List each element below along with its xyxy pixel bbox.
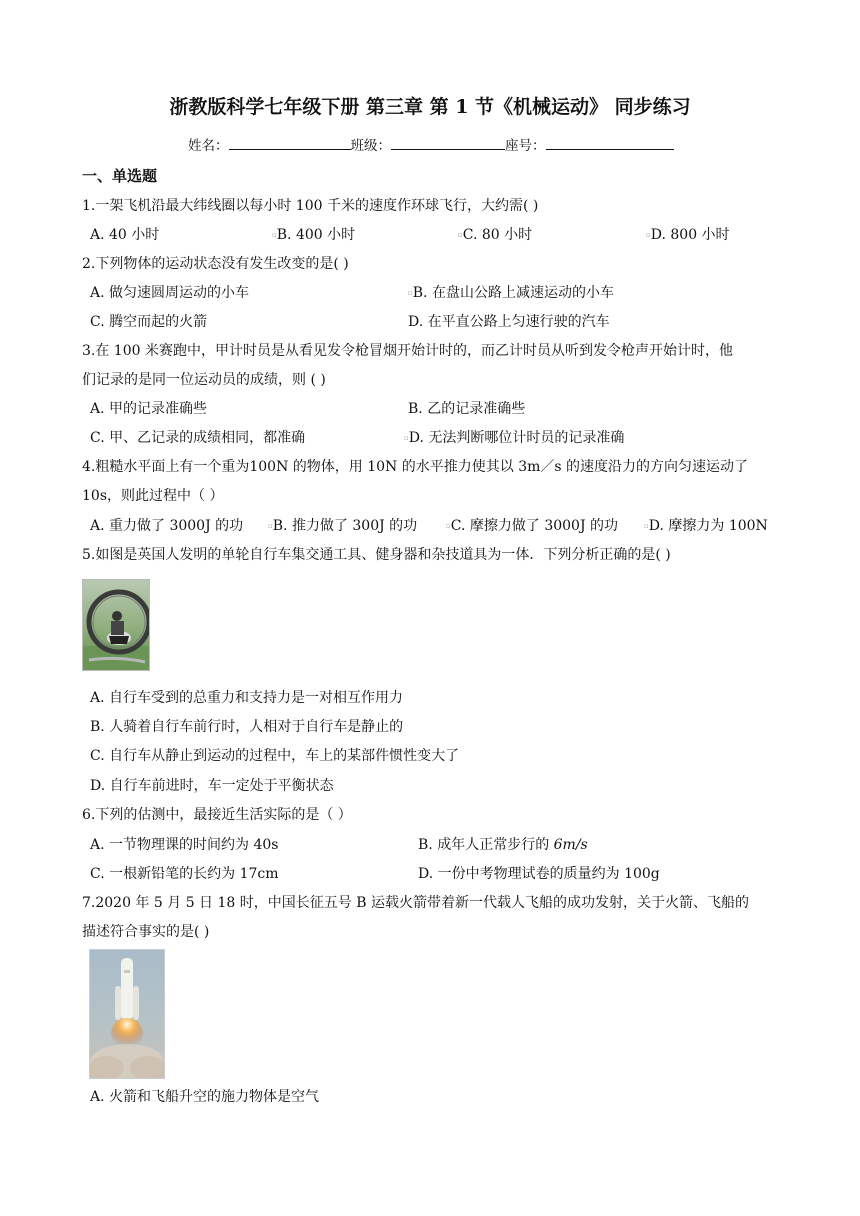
question-4-option-b[interactable]: ▫B. 推力做了 300J 的功 (268, 518, 418, 534)
question-1-option-a[interactable]: A. 40 小时 (90, 227, 160, 243)
option-marker: ▫ (644, 522, 649, 530)
unicycle-photo (82, 579, 150, 671)
question-5-option-a[interactable]: A. 自行车受到的总重力和支持力是一对相互作用力 (90, 690, 404, 706)
question-2-option-c[interactable]: C. 腾空而起的火箭 (90, 314, 208, 330)
question-3-option-a[interactable]: A. 甲的记录准确些 (90, 401, 208, 417)
unicycle-illustration (83, 580, 149, 670)
page-title: 浙教版科学七年级下册 第三章 第 1 节《机械运动》 同步练习 (169, 96, 691, 118)
question-6-option-c[interactable]: C. 一根新铅笔的长约为 17cm (90, 866, 279, 882)
question-2-option-d[interactable]: D. 在平直公路上匀速行驶的汽车 (408, 314, 610, 330)
rocket-photo (89, 949, 165, 1079)
question-6-option-a[interactable]: A. 一节物理课的时间约为 40s (90, 837, 279, 853)
question-4-option-a[interactable]: A. 重力做了 3000J 的功 (90, 518, 244, 534)
option-marker: ▫ (646, 231, 651, 239)
question-4-stem-line-1: 4.粗糙水平面上有一个重为100N 的物体，用 10N 的水平推力使其以 3m／s 的速度沿力的方向匀速运动了 (82, 459, 749, 475)
option-marker: ▫ (272, 231, 277, 239)
option-marker: ▫ (458, 231, 463, 239)
question-1-option-c[interactable]: ▫C. 80 小时 (458, 227, 533, 243)
section-heading: 一、单选题 (82, 167, 158, 185)
question-3-option-d[interactable]: ▫D. 无法判断哪位计时员的记录准确 (404, 430, 625, 446)
question-1-option-d[interactable]: ▫D. 800 小时 (646, 227, 730, 243)
question-5-option-c[interactable]: C. 自行车从静止到运动的过程中，车上的某部件惯性变大了 (90, 748, 460, 764)
option-marker: ▫ (268, 522, 273, 530)
question-4-stem-line-2: 10s，则此过程中（ ） (82, 488, 224, 504)
question-2-option-a[interactable]: A. 做匀速圆周运动的小车 (90, 285, 250, 301)
question-3-option-c[interactable]: C. 甲、乙记录的成绩相同，都准确 (90, 430, 306, 446)
class-label: 班级： (350, 138, 391, 154)
rocket-launch-illustration (90, 950, 164, 1078)
question-7-stem-line-1: 7.2020 年 5 月 5 日 18 时，中国长征五号 B 运载火箭带着新一代载人飞船的成功发射，关于火箭、飞船的 (82, 895, 749, 911)
name-label: 姓名： (188, 138, 229, 154)
option-marker: ▫ (404, 434, 409, 442)
question-6-option-d[interactable]: D. 一份中考物理试卷的质量约为 100g (418, 866, 660, 882)
question-5-option-b[interactable]: B. 人骑着自行车前行时，人相对于自行车是静止的 (90, 719, 404, 735)
question-6-option-b[interactable]: B. 成年人正常步行的 6m/s (418, 837, 588, 853)
question-1-option-b[interactable]: ▫B. 400 小时 (272, 227, 356, 243)
question-5-stem: 5.如图是英国人发明的单轮自行车集交通工具、健身器和杂技道具为一体．下列分析正确的是( ) (82, 547, 671, 563)
question-6-stem: 6.下列的估测中，最接近生活实际的是（ ） (82, 807, 352, 823)
class-blank[interactable] (391, 136, 505, 150)
seat-blank[interactable] (546, 136, 674, 150)
name-blank[interactable] (229, 136, 351, 150)
question-3-stem-line-1: 3.在 100 米赛跑中，甲计时员是从看见发令枪冒烟开始计时的，而乙计时员从听到发令枪声开始计时，他 (82, 343, 733, 359)
option-marker: ▫ (408, 289, 413, 297)
seat-label: 座号： (505, 138, 546, 154)
question-7-stem-line-2: 描述符合事实的是( ) (82, 924, 210, 940)
student-info-line (188, 136, 674, 155)
question-1-stem: 1.一架飞机沿最大纬线圈以每小时 100 千米的速度作环球飞行，大约需( ) (82, 198, 539, 214)
option-marker: ▫ (446, 522, 451, 530)
question-7-option-a[interactable]: A. 火箭和飞船升空的施力物体是空气 (90, 1089, 320, 1105)
question-2-option-b[interactable]: ▫B. 在盘山公路上减速运动的小车 (408, 285, 614, 301)
speed-value: 6m/s (553, 837, 588, 853)
question-3-option-b[interactable]: B. 乙的记录准确些 (408, 401, 526, 417)
question-4-option-c[interactable]: ▫C. 摩擦力做了 3000J 的功 (446, 518, 619, 534)
question-4-option-d[interactable]: ▫D. 摩擦力为 100N (644, 518, 768, 534)
question-3-stem-line-2: 们记录的是同一位运动员的成绩，则 ( ) (82, 372, 326, 388)
question-2-stem: 2.下列物体的运动状态没有发生改变的是( ) (82, 256, 349, 272)
question-5-option-d[interactable]: D. 自行车前进时，车一定处于平衡状态 (90, 778, 334, 794)
